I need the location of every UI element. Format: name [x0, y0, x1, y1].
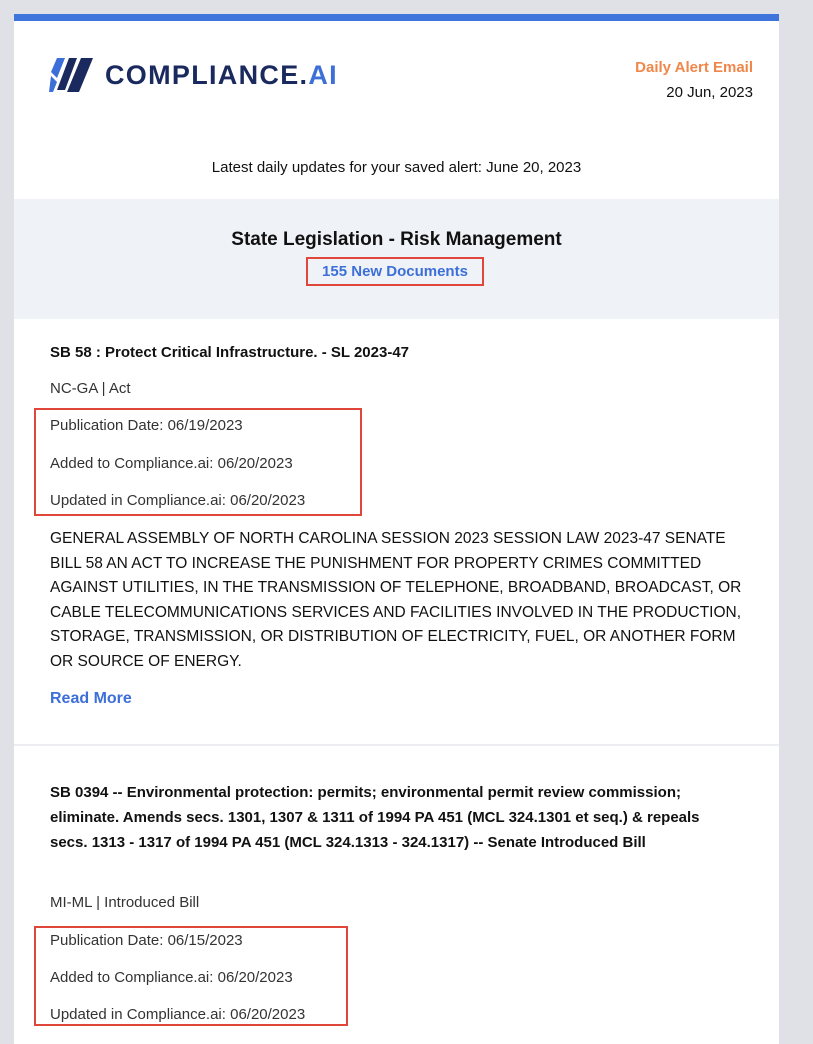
alert-date: 20 Jun, 2023: [666, 84, 753, 101]
document-source: MI-ML | Introduced Bill: [50, 894, 200, 911]
updated-date: Updated in Compliance.ai: 06/20/2023: [50, 492, 306, 509]
document-source: NC-GA | Act: [50, 380, 131, 397]
document-summary: GENERAL ASSEMBLY OF NORTH CAROLINA SESSION 2023 SESSION LAW 2023-47 SENATE BILL 58 AN ACT TO INCREASE THE PUNISHMENT FOR PROPERTY CRIMES COMMITTED AGAINST UTILITIES, IN THE TRANSMISSION OF TELEPHONE, BROADBAND, BROADCAST, OR CABLE TELECOMMUNICATIONS SERVICES AND FACILITIES INVOLVED IN THE PRODUCTION, STORAGE, TRANSMISSION, OR DISTRIBUTION OF ELECTRICITY, FUEL, OR ANOTHER FORM OR SOURCE OF ENERGY.: [50, 530, 742, 670]
compliance-ai-logo[interactable]: [49, 56, 338, 94]
alert-title: State Legislation - Risk Management: [231, 229, 562, 250]
alert-type-label: Daily Alert Email: [635, 59, 753, 76]
document-title[interactable]: SB 58 : Protect Critical Infrastructure. - SL 2023-47: [50, 344, 410, 361]
section-divider: [14, 744, 779, 746]
added-date: Added to Compliance.ai: 06/20/2023: [50, 455, 293, 472]
added-date: Added to Compliance.ai: 06/20/2023: [50, 969, 293, 986]
new-documents-link[interactable]: 155 New Documents: [306, 257, 484, 286]
logo-wordmark: COMPLIANCE.AI: [105, 59, 338, 90]
top-accent-bar: [14, 14, 779, 21]
publication-date: Publication Date: 06/19/2023: [50, 417, 243, 434]
logo-mark-icon: [49, 56, 95, 94]
updated-date: Updated in Compliance.ai: 06/20/2023: [50, 1006, 306, 1023]
read-more-link[interactable]: Read More: [50, 690, 132, 707]
email-card: [14, 14, 779, 1044]
intro-text: Latest daily updates for your saved alert: June 20, 2023: [211, 159, 582, 176]
publication-date: Publication Date: 06/15/2023: [50, 932, 243, 949]
document-title[interactable]: SB 0394 -- Environmental protection: permits; environmental permit review commission; eliminate. Amends secs. 1301, 1307 & 1311 of 1994 PA 451 (MCL 324.1301 et seq.) & repeals secs. 1313 - 1317 of 1994 PA 451 (MCL 324.1313 - 324.1317) -- Senate Introduced Bill: [50, 784, 700, 851]
